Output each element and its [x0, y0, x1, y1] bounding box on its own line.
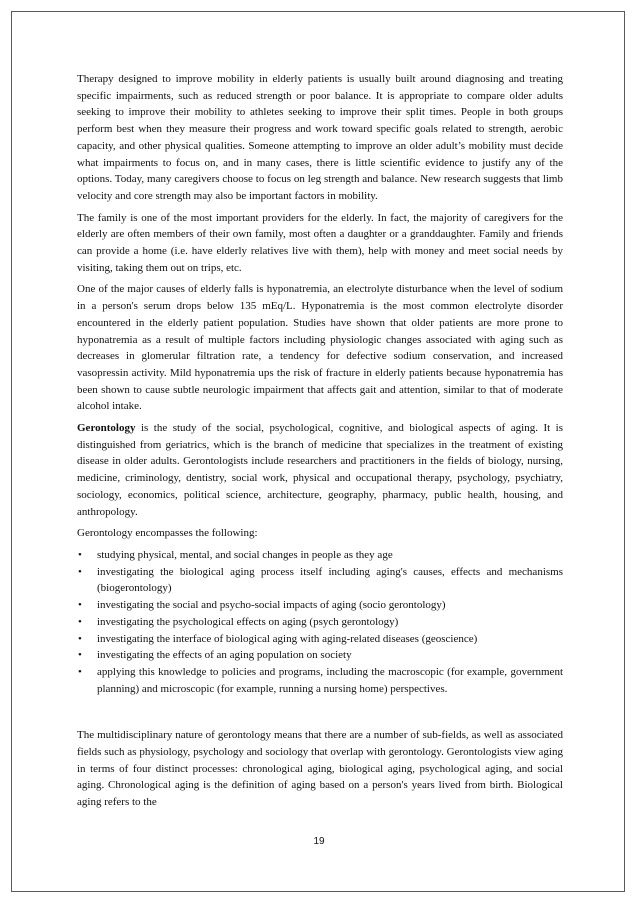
- bullet-icon: •: [78, 649, 82, 662]
- paragraph-encompasses: Gerontology encompasses the following:: [77, 527, 258, 540]
- list-item: [77, 631, 563, 648]
- list-item: [77, 564, 563, 597]
- paragraph-multidisciplinary: The multidisciplinary nature of gerontology means that there are a number of sub-fields, as well as associated fields such as physiology, psychology and sociology that overlap with gerontology. Gerontologists view aging in terms of four distinct processes: chronological aging, biological aging, psychological aging, and social aging. Chronological aging is the definition of aging based on a person's years lived from birth. Biological aging refers to the: [77, 729, 563, 809]
- list-item-text: investigating the effects of an aging population on society: [97, 649, 352, 662]
- list-item: [77, 664, 563, 697]
- bullet-icon: •: [78, 565, 82, 578]
- page-number: 19: [313, 836, 325, 847]
- list-item: [77, 547, 563, 564]
- gerontology-definition: is the study of the social, psychological, cognitive, and biological aspects of aging. It is distinguished from geriatrics, which is the branch of medicine that specializes in the treatment of existing disease in older adults. Gerontologists include researchers and practitioners in the fields of biology, nursing, medicine, criminology, dentistry, social work, physical and occupational therapy, psychology, psychiatry, sociology, economics, political science, architecture, geography, pharmacy, public health, housing, and anthropology.: [77, 422, 563, 518]
- bullet-icon: •: [78, 665, 82, 678]
- list-item-text: investigating the social and psycho-social impacts of aging (socio gerontology): [97, 599, 446, 612]
- list-item-text: studying physical, mental, and social changes in people as they age: [97, 548, 393, 561]
- paragraph-hyponatremia: One of the major causes of elderly falls is hyponatremia, an electrolyte disturbance when the level of sodium in a person's serum drops below 135 mEq/L. Hyponatremia is the most common electrolyte disorder encountered in the elderly patient population. Studies have shown that older patients are more prone to hyponatremia as a result of multiple factors including physiologic changes associated with aging such as decreases in glomerular filtration rate, a tendency for defective sodium conservation, and increased vasopressin activity. Mild hyponatremia ups the risk of fracture in elderly patients because hyponatremia has been shown to cause subtle neurologic impairment that affects gait and attention, similar to that of moderate alcohol intake.: [77, 283, 563, 413]
- bullet-icon: •: [78, 615, 82, 628]
- gerontology-term: Gerontology: [77, 422, 136, 435]
- list-item: [77, 614, 563, 631]
- list-item-text: investigating the interface of biological aging with aging-related diseases (geoscience): [97, 632, 478, 645]
- list-item: [77, 647, 563, 664]
- list-item-text: investigating the psychological effects on aging (psych gerontology): [97, 615, 399, 628]
- bullet-icon: •: [78, 632, 82, 645]
- list-item-text: investigating the biological aging process itself including aging's causes, effects and mechanisms (biogerontology): [97, 565, 563, 595]
- bullet-icon: •: [78, 599, 82, 612]
- bullet-icon: •: [78, 548, 82, 561]
- gerontology-list: [77, 547, 563, 697]
- document-body: [77, 71, 563, 816]
- paragraph-family: The family is one of the most important providers for the elderly. In fact, the majority of caregivers for the elderly are often members of their own family, most often a daughter or a granddaughter. Family and friends can provide a home (i.e. have elderly relatives live with them), help with money and meet social needs by visiting, taking them out on trips, etc.: [77, 211, 563, 274]
- paragraph-therapy: Therapy designed to improve mobility in elderly patients is usually built around diagnosing and treating specific impairments, such as reduced strength or poor balance. It is appropriate to compare older adults seeking to improve their mobility to athletes seeking to improve their split times. People in both groups perform best when they measure their progress and work toward specific goals related to strength, aerobic capacity, and other physical qualities. Someone attempting to improve an older adult’s mobility must decide what impairments to focus on, and in many cases, there is little scientific evidence to justify any of the options. Today, many caregivers choose to focus on leg strength and balance. New research suggests that limb velocity and core strength may also be important factors in mobility.: [77, 73, 563, 202]
- section-spacer: [77, 697, 563, 727]
- list-item: [77, 597, 563, 614]
- list-item-text: applying this knowledge to policies and programs, including the macroscopic (for example, government planning) and microscopic (for example, running a nursing home) perspectives.: [97, 665, 563, 695]
- paragraph-gerontology: [77, 420, 563, 520]
